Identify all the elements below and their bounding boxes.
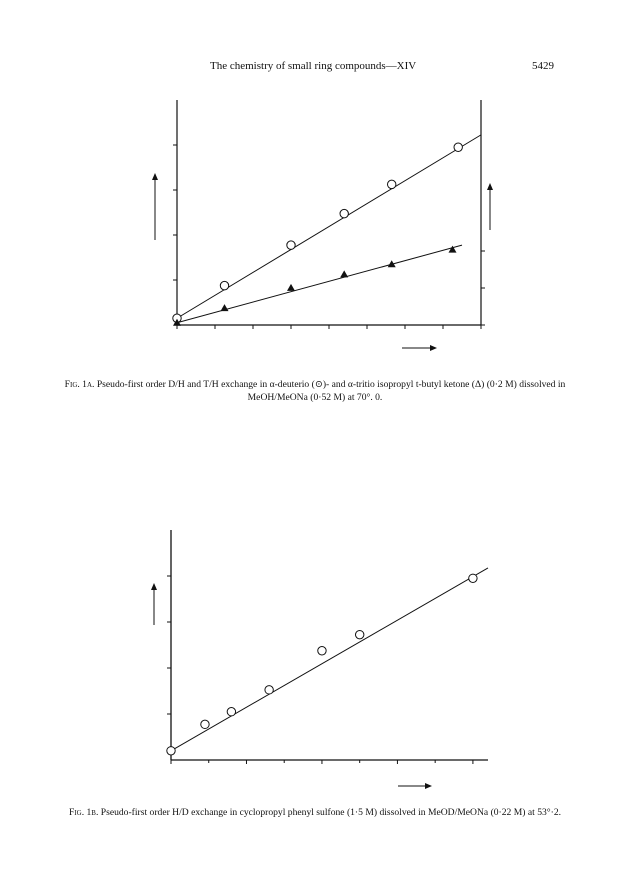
- fig1b-fit-line: [171, 568, 488, 751]
- page-number: 5429: [532, 60, 554, 72]
- running-title: The chemistry of small ring compounds—XIV: [210, 60, 417, 72]
- fig1b-data-point-circle: [318, 647, 326, 655]
- figure-1a-caption-text: Pseudo-first order D/H and T/H exchange in α-deuterio (⊙)- and α-tritio isopropyl t-butyl ketone (Δ) (0·2 M) dissolved in MeOH/MeONa (0·52 M) at 70°. 0.: [96, 379, 566, 403]
- fig1b-x-arrowhead: [425, 783, 432, 789]
- fig1b-data-point-circle: [227, 708, 235, 716]
- fig1b-y-arrowhead: [151, 583, 157, 590]
- fig1b-data-point-circle: [469, 574, 477, 582]
- figure-1b-caption: [60, 806, 570, 819]
- figure-1b-caption-text: Pseudo-first order H/D exchange in cyclopropyl phenyl sulfone (1·5 M) dissolved in MeOD/MeONa (0·22 M) at 53°·2.: [100, 807, 562, 818]
- fig1b-data-point-circle: [355, 630, 363, 638]
- figure-1b-label: Fig. 1b.: [68, 807, 99, 818]
- figure-1a-label: Fig. 1a.: [64, 379, 95, 390]
- figure-1a-caption: [60, 378, 570, 404]
- fig1b-data-point-circle: [167, 747, 175, 755]
- fig1b-data-point-circle: [201, 720, 209, 728]
- fig1b-data-point-circle: [265, 686, 273, 694]
